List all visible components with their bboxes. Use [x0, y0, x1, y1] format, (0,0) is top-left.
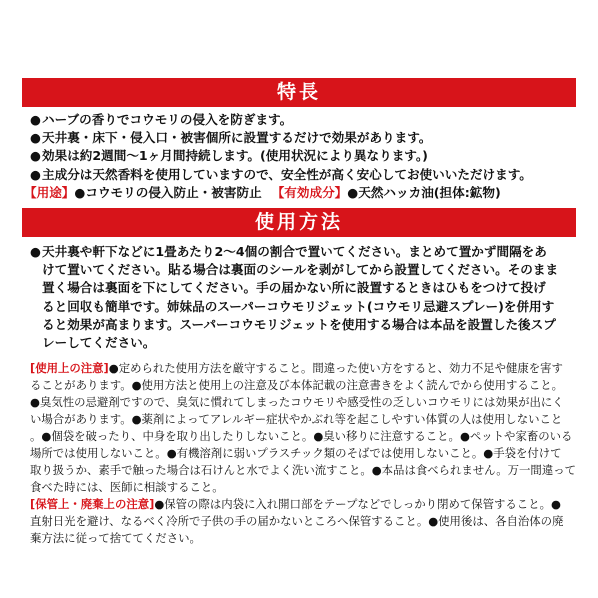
precaution-line: ●臭気性の忌避剤ですので、臭気に慣れてしまったコウモリや感受性の乏しいコウモリには効果が出にく — [30, 395, 564, 410]
ingredient-label: 【有効成分】 — [271, 184, 348, 200]
precaution-line: い場合があります。●薬剤によってアレルギー症状やかぶれ等を起こしやすい体質の人は使用しないこと — [30, 412, 563, 427]
precaution-line: ることがあります。●使用方法と使用上の注意及び本体記載の注意書きをよく読んでから使用すること。 — [30, 378, 563, 393]
usage-wrap — [22, 208, 576, 547]
feature-item: ●主成分は天然香料を使用していますので、安全性が高く安心してお使いいただけます。 — [30, 166, 532, 182]
use-label: 【用途】 — [24, 184, 75, 200]
features-header: 特長 — [22, 78, 576, 107]
usage-section — [22, 237, 576, 547]
precaution-line: 。●個袋を破ったり、中身を取り出したりしないこと。●臭い移りに注意すること。●ペットや家畜のいる — [30, 429, 573, 444]
precautions-label: [使用上の注意] — [30, 361, 109, 376]
use-and-ingredient — [24, 184, 576, 202]
usage-line: レーしてください。 — [42, 335, 156, 351]
precaution-line: 食べた時には、医師に相談すること。 — [30, 480, 224, 495]
usage-line: ●天井裏や軒下などに1畳あたり2〜4個の割合で置いてください。まとめて置かず間隔をあ — [30, 244, 547, 260]
precaution-line: 取り扱うか、素手で触った場合は石けんと水でよく洗い流すこと。●本品は食べられません。万一間違って — [30, 463, 576, 478]
storage-line: 棄方法に従って捨ててください。 — [30, 531, 201, 546]
usage-line: ると回収も簡単です。姉妹品のスーパーコウモリジェット(コウモリ忌避スプレー)を併用す — [42, 298, 555, 314]
usage-header: 使用方法 — [22, 208, 576, 237]
usage-line: けて置いてください。貼る場合は裏面のシールを剥がしてから設置してください。そのまま — [42, 262, 559, 278]
usage-line: 置く場合は裏面を下にしてください。手の届かない所に設置するときはひもをつけて投げ — [42, 280, 546, 296]
product-info-panel — [22, 78, 576, 547]
use-text: ●コウモリの侵入防止・被害防止 — [74, 184, 262, 200]
feature-item: ●ハーブの香りでコウモリの侵入を防ぎます。 — [30, 112, 293, 127]
feature-item: ●天井裏・床下・侵入口・被害個所に設置するだけで効果があります。 — [30, 130, 432, 146]
storage-line: 直射日光を避け、なるべく冷所で子供の手の届かないところへ保管すること。●使用後は、各自治体の廃 — [30, 514, 564, 529]
precautions-section — [30, 360, 576, 547]
precaution-line: [使用上の注意]●定められた使用方法を厳守すること。間違った使い方をすると、効力不足や健康を害す — [30, 361, 563, 376]
storage-label: [保管上・廃棄上の注意] — [30, 497, 155, 512]
ingredient-text: ●天然ハッカ油(担体:鉱物) — [347, 184, 501, 200]
features-section — [22, 107, 576, 202]
precaution-line: 場所では使用しないこと。●有機溶剤に弱いプラスチック類のそばでは使用しないこと。●手袋を付けて — [30, 446, 562, 461]
usage-line: ると効果が高まります。スーパーコウモリジェットを使用する場合は本品を設置した後スプ — [42, 316, 556, 332]
feature-item: ●効果は約2週間〜1ヶ月間持続します。(使用状況により異なります。) — [30, 148, 428, 164]
storage-line: [保管上・廃棄上の注意]●保管の際は内袋に入れ開口部をテープなどでしっかり閉めて保管すること。● — [30, 497, 561, 512]
